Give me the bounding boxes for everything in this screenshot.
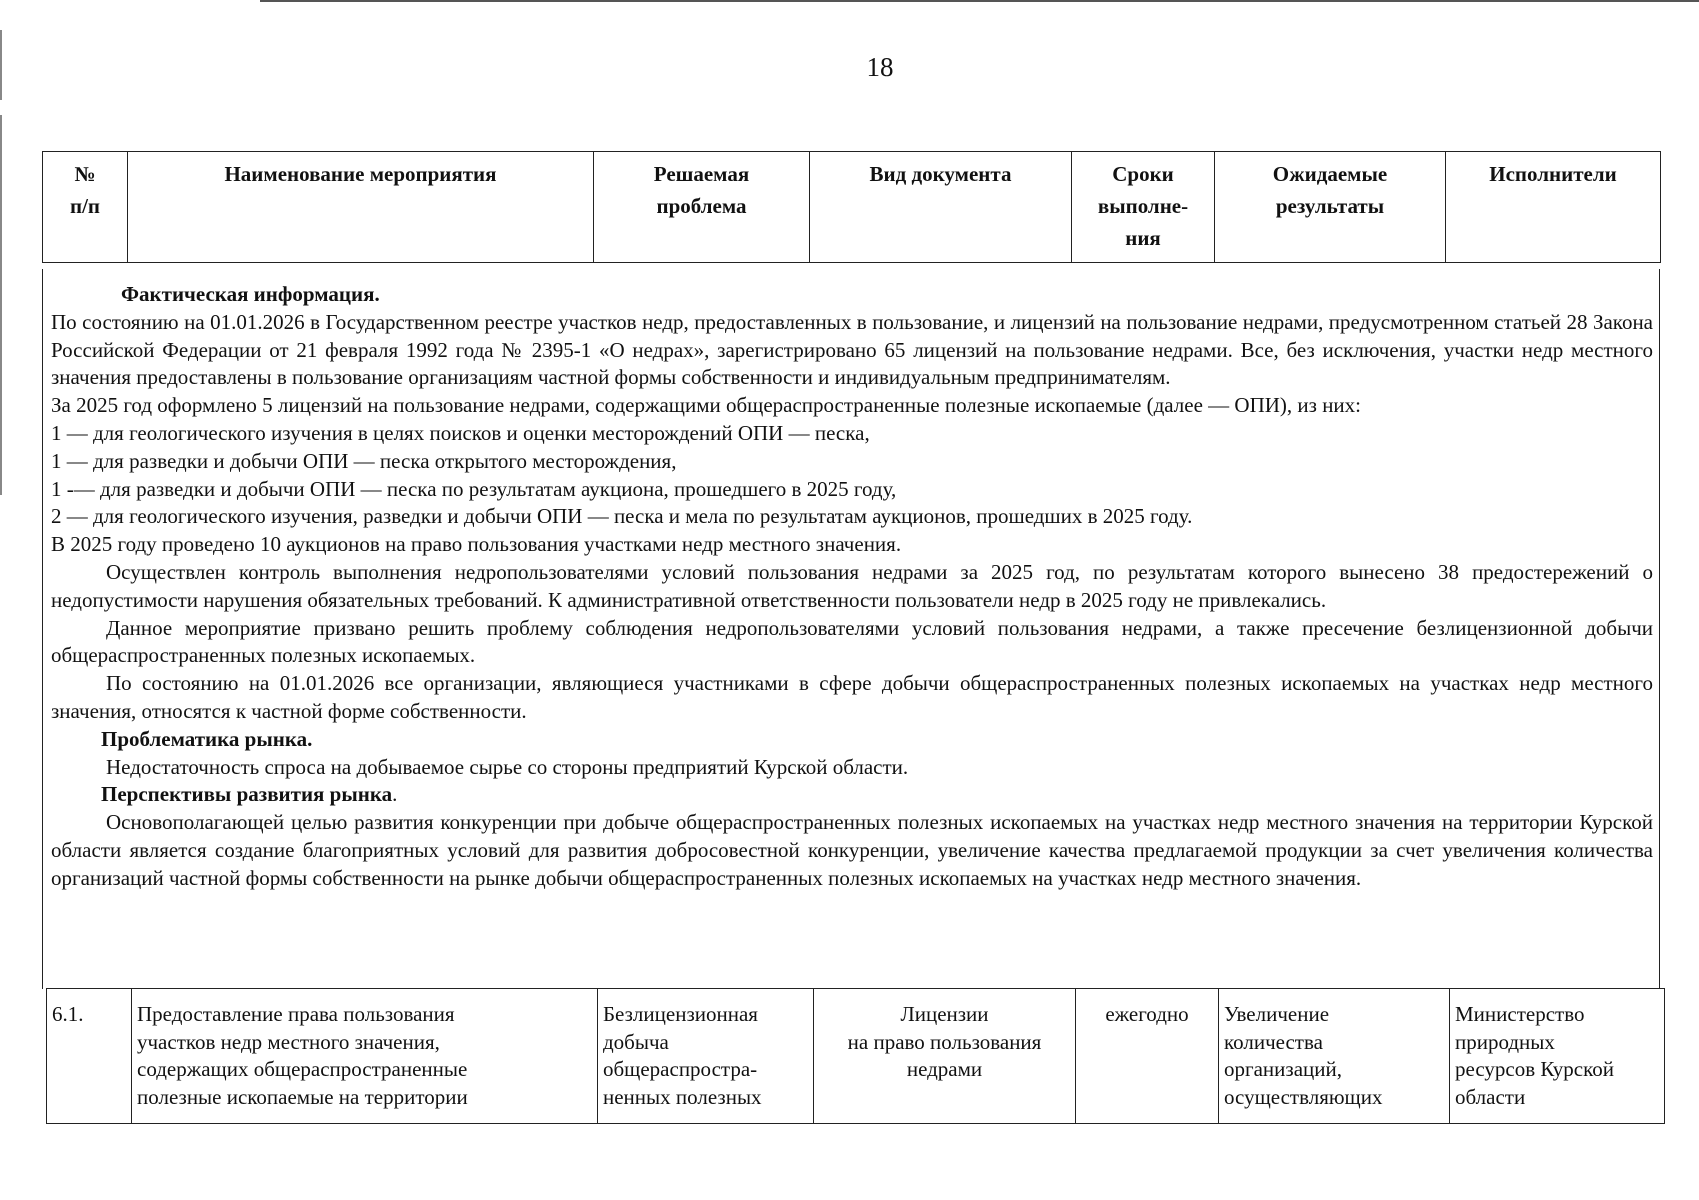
paragraph: В 2025 году проведено 10 аукционов на право пользования участками недр местного значения. [51, 532, 902, 557]
paragraph: По состоянию на 01.01.2026 все организации, являющиеся участниками в сфере добычи общераспространенных полезных ископаемых на участках недр местного значения, относятся к частной форме собственности. [51, 671, 1653, 723]
page-number: 18 [866, 52, 894, 82]
paragraph: Данное мероприятие призвано решить проблему соблюдения недропользователями условий пользования недрами, а также пресечение безлицензионной добычи общераспространенных полезных ископаемых. [51, 615, 1653, 668]
row-doc-type: Лицензии на право пользования недрами [814, 989, 1076, 1124]
header-executors: Исполнители [1446, 152, 1661, 263]
table-header [42, 151, 1661, 263]
header-num: № п/п [43, 152, 128, 263]
header-name: Наименование мероприятия [128, 152, 594, 263]
paragraph: По состоянию на 01.01.2026 в Государственном реестре участков недр, предоставленных в пользование, и лицензий на пользование недрами, предусмотренном статьей 28 Закона Российской Федерации от 21 февраля 1992 года № 2395-1 «О недрах», зарегистрировано 65 лицензий на пользование недрами. Все, без исключения, участки недр местного значения предоставлены в пользование организациям частной формы собственности и индивидуальным предпринимателям. [51, 309, 1653, 390]
header-deadline: Сроки выполне- ния [1072, 152, 1215, 263]
paragraph: Осуществлен контроль выполнения недропользователями условий пользования недрами за 2025 год, по результатам которого вынесено 38 предостережений о недопустимости нарушения обязательных требований. К административной ответственности пользователи недр в 2025 году не привлекались. [51, 559, 1653, 612]
row-deadline: ежегодно [1076, 989, 1219, 1124]
paragraph: За 2025 год оформлено 5 лицензий на пользование недрами, содержащими общераспространенные полезные ископаемые (далее — ОПИ), из них: [51, 393, 1362, 418]
heading-problems: Проблематика рынка. [101, 726, 313, 751]
list-item: 1 -— для разведки и добычи ОПИ — песка по результатам аукциона, прошедшего в 2025 году, [51, 476, 897, 501]
scan-edge-top [260, 0, 1699, 2]
heading-prospects: Перспективы развития рынка [101, 782, 393, 807]
header-problem: Решаемая проблема [594, 152, 810, 263]
heading-facts: Фактическая информация. [121, 282, 380, 306]
row-name: Предоставление права пользования участков недр местного значения, содержащих общераспространенные полезные ископаемые на территории [132, 989, 598, 1124]
heading-prospects-line [51, 781, 1653, 809]
heading-prospects-dot: . [392, 782, 398, 807]
row-problem: Безлицензионная добыча общераспростра- ненных полезных [598, 989, 814, 1124]
row-num: 6.1. [47, 989, 132, 1124]
row-results: Увеличение количества организаций, осуществляющих [1219, 989, 1450, 1124]
paragraph: Недостаточность спроса на добываемое сырье со стороны предприятий Курской области. [106, 754, 909, 779]
info-section [42, 269, 1660, 989]
row-executors: Министерство природных ресурсов Курской области [1450, 989, 1665, 1124]
header-doc-type: Вид документа [810, 152, 1072, 263]
list-item: 1 — для геологического изучения в целях поисков и оценки месторождений ОПИ — песка, [51, 420, 870, 445]
paragraph: Основополагающей целью развития конкуренции при добыче общераспространенных полезных ископаемых на участках недр местного значения на территории Курской области является создание благоприятных условий для развития добросовестной конкуренции, увеличение качества предлагаемой продукции за счет увеличения количества организаций частной формы собственности на рынке добычи общераспространенных полезных ископаемых на участках недр местного значения. [51, 810, 1653, 890]
list-item: 1 — для разведки и добычи ОПИ — песка открытого месторождения, [51, 448, 677, 473]
header-results: Ожидаемые результаты [1215, 152, 1446, 263]
table-row [46, 988, 1665, 1124]
list-item: 2 — для геологического изучения, разведки и добычи ОПИ — песка и мела по результатам аукционов, прошедших в 2025 году. [51, 504, 1193, 529]
scan-edge-left [0, 115, 2, 495]
